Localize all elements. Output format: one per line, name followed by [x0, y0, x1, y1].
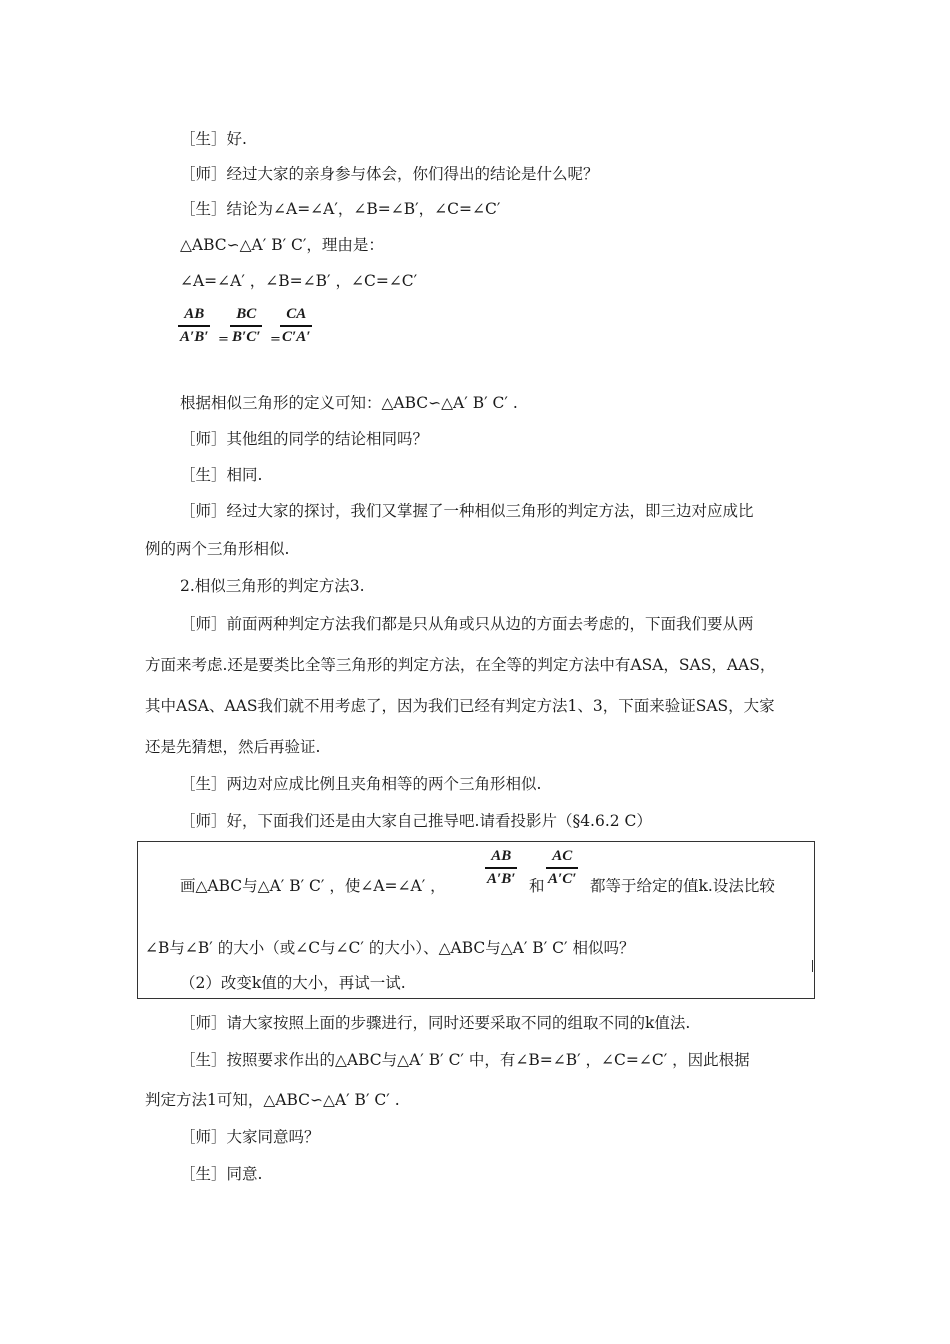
ratio-ab-box: AB A′B′ [487, 848, 516, 887]
dialogue-line: ［师］大家同意吗？ [180, 1128, 320, 1146]
math-line: △ABC∽△A′ B′ C′，理由是： [180, 236, 384, 254]
dialogue-line: ［生］相同. [180, 466, 263, 484]
ratio-bc: BC B′C′ [232, 306, 261, 345]
section-heading: 2.相似三角形的判定方法3. [180, 577, 365, 595]
equals-sign: = [270, 332, 281, 347]
box-tick [137, 960, 138, 972]
dialogue-line: ［师］前面两种判定方法我们都是只从角或只从边的方面去考虑的，下面我们要从两 [180, 615, 754, 633]
dialogue-line: ［生］好. [180, 130, 247, 148]
math-line: ∠A=∠A′ ，∠B=∠B′ ，∠C=∠C′ [180, 272, 418, 290]
dialogue-line: ［师］好，下面我们还是由大家自己推导吧.请看投影片（§4.6.2 C） [180, 812, 652, 830]
box-text: ∠B与∠B′ 的大小（或∠C与∠C′ 的大小）、△ABC与△A′ B′ C′ 相似吗？ [145, 939, 635, 957]
dialogue-line: 例的两个三角形相似. [145, 540, 290, 558]
dialogue-line: ［师］其他组的同学的结论相同吗？ [180, 430, 429, 448]
dialogue-line: ［师］请大家按照上面的步骤进行，同时还要采取不同的组取不同的k值法. [180, 1014, 691, 1032]
dialogue-line: ［师］经过大家的探讨，我们又掌握了一种相似三角形的判定方法，即三边对应成比 [180, 502, 754, 520]
equals-sign: = [218, 332, 229, 347]
dialogue-line: ［师］经过大家的亲身参与体会，你们得出的结论是什么呢？ [180, 165, 599, 183]
box-text: 画△ABC与△A′ B′ C′ ，使∠A=∠A′ ， [180, 877, 446, 895]
dialogue-line: ［生］结论为∠A=∠A′，∠B=∠B′，∠C=∠C′ [180, 200, 501, 218]
dialogue-line: ［生］按照要求作出的△ABC与△A′ B′ C′ 中，有∠B=∠B′ ，∠C=∠C′ ，因此根据 [180, 1051, 750, 1069]
dialogue-line: 还是先猜想，然后再验证. [145, 738, 321, 756]
box-and: 和 [529, 877, 545, 895]
box-tick [812, 960, 813, 972]
ratio-ac-box: AC A′C′ [548, 848, 577, 887]
box-text: 都等于给定的值k.设法比较 [590, 877, 775, 895]
dialogue-line: ［生］同意. [180, 1165, 263, 1183]
box-text: （2）改变k值的大小，再试一试. [180, 974, 406, 992]
dialogue-line: 方面来考虑.还是要类比全等三角形的判定方法，在全等的判定方法中有ASA，SAS，AAS， [145, 656, 776, 674]
dialogue-line: 其中ASA、AAS我们就不用考虑了，因为我们已经有判定方法1、3，下面来验证SAS，大家 [145, 697, 775, 715]
ratio-ca: CA C′A′ [282, 306, 311, 345]
dialogue-line: 判定方法1可知，△ABC∽△A′ B′ C′ . [145, 1091, 400, 1109]
dialogue-line: ［生］两边对应成比例且夹角相等的两个三角形相似. [180, 775, 542, 793]
ratio-ab: AB A′B′ [180, 306, 209, 345]
conclusion-line: 根据相似三角形的定义可知：△ABC∽△A′ B′ C′ . [180, 394, 518, 412]
